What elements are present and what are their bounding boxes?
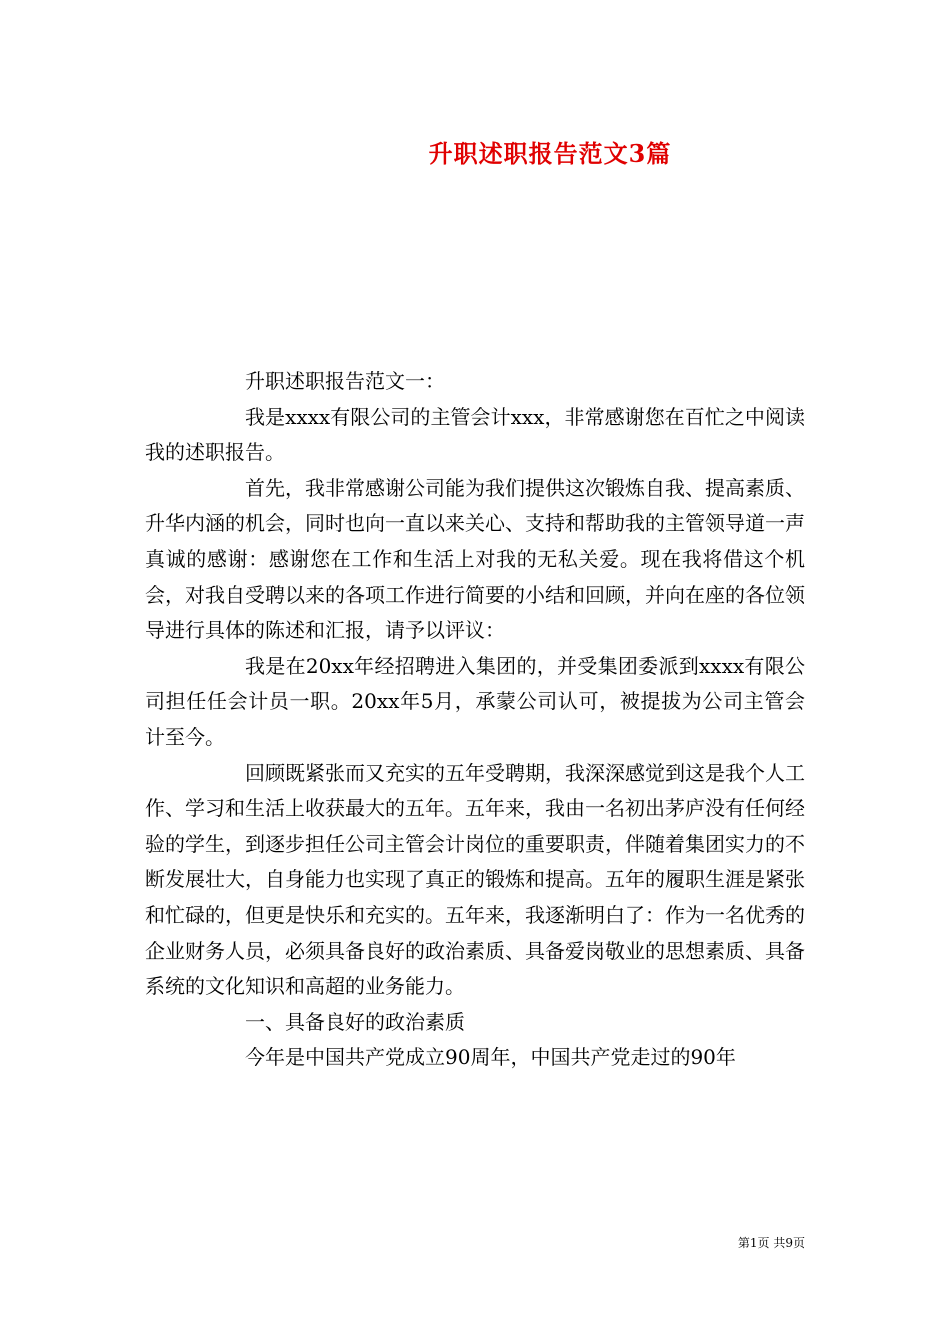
paragraph: 回顾既紧张而又充实的五年受聘期，我深深感觉到这是我个人工作、学习和生活上收获最大的五年。五年来，我由一名初出茅庐没有任何经验的学生，到逐步担任公司主管会计岗位的重要职责，伴随着集团实力的不断发展壮大，自身能力也实现了真正的锻炼和提高。五年的履职生涯是紧张和忙碌的，但更是快乐和充实的。五年来，我逐渐明白了：作为一名优秀的企业财务人员，必须具备良好的政治素质、具备爱岗敬业的思想素质、具备系统的文化知识和高超的业务能力。 bbox=[145, 760, 805, 999]
paragraph: 我是xxxx有限公司的主管会计xxx，非常感谢您在百忙之中阅读我的述职报告。 bbox=[145, 404, 805, 465]
document-title: 升职述职报告范文3篇 bbox=[428, 139, 672, 168]
document-body bbox=[145, 364, 805, 1076]
paragraph-subheading: 一、具备良好的政治素质 bbox=[245, 1009, 465, 1034]
page-number-footer: 第1页 共9页 bbox=[737, 1236, 805, 1250]
paragraph: 今年是中国共产党成立90周年，中国共产党走过的90年 bbox=[245, 1045, 736, 1070]
paragraph: 首先，我非常感谢公司能为我们提供这次锻炼自我、提高素质、升华内涵的机会，同时也向一直以来关心、支持和帮助我的主管领导道一声真诚的感谢：感谢您在工作和生活上对我的无私关爱。现在我将借这个机会，对我自受聘以来的各项工作进行简要的小结和回顾，并向在座的各位领导进行具体的陈述和汇报，请予以评议： bbox=[145, 475, 805, 643]
paragraph: 我是在20xx年经招聘进入集团的，并受集团委派到xxxx有限公司担任任会计员一职。20xx年5月，承蒙公司认可，被提拔为公司主管会计至今。 bbox=[145, 653, 805, 749]
paragraph-section-heading: 升职述职报告范文一： bbox=[245, 369, 445, 393]
